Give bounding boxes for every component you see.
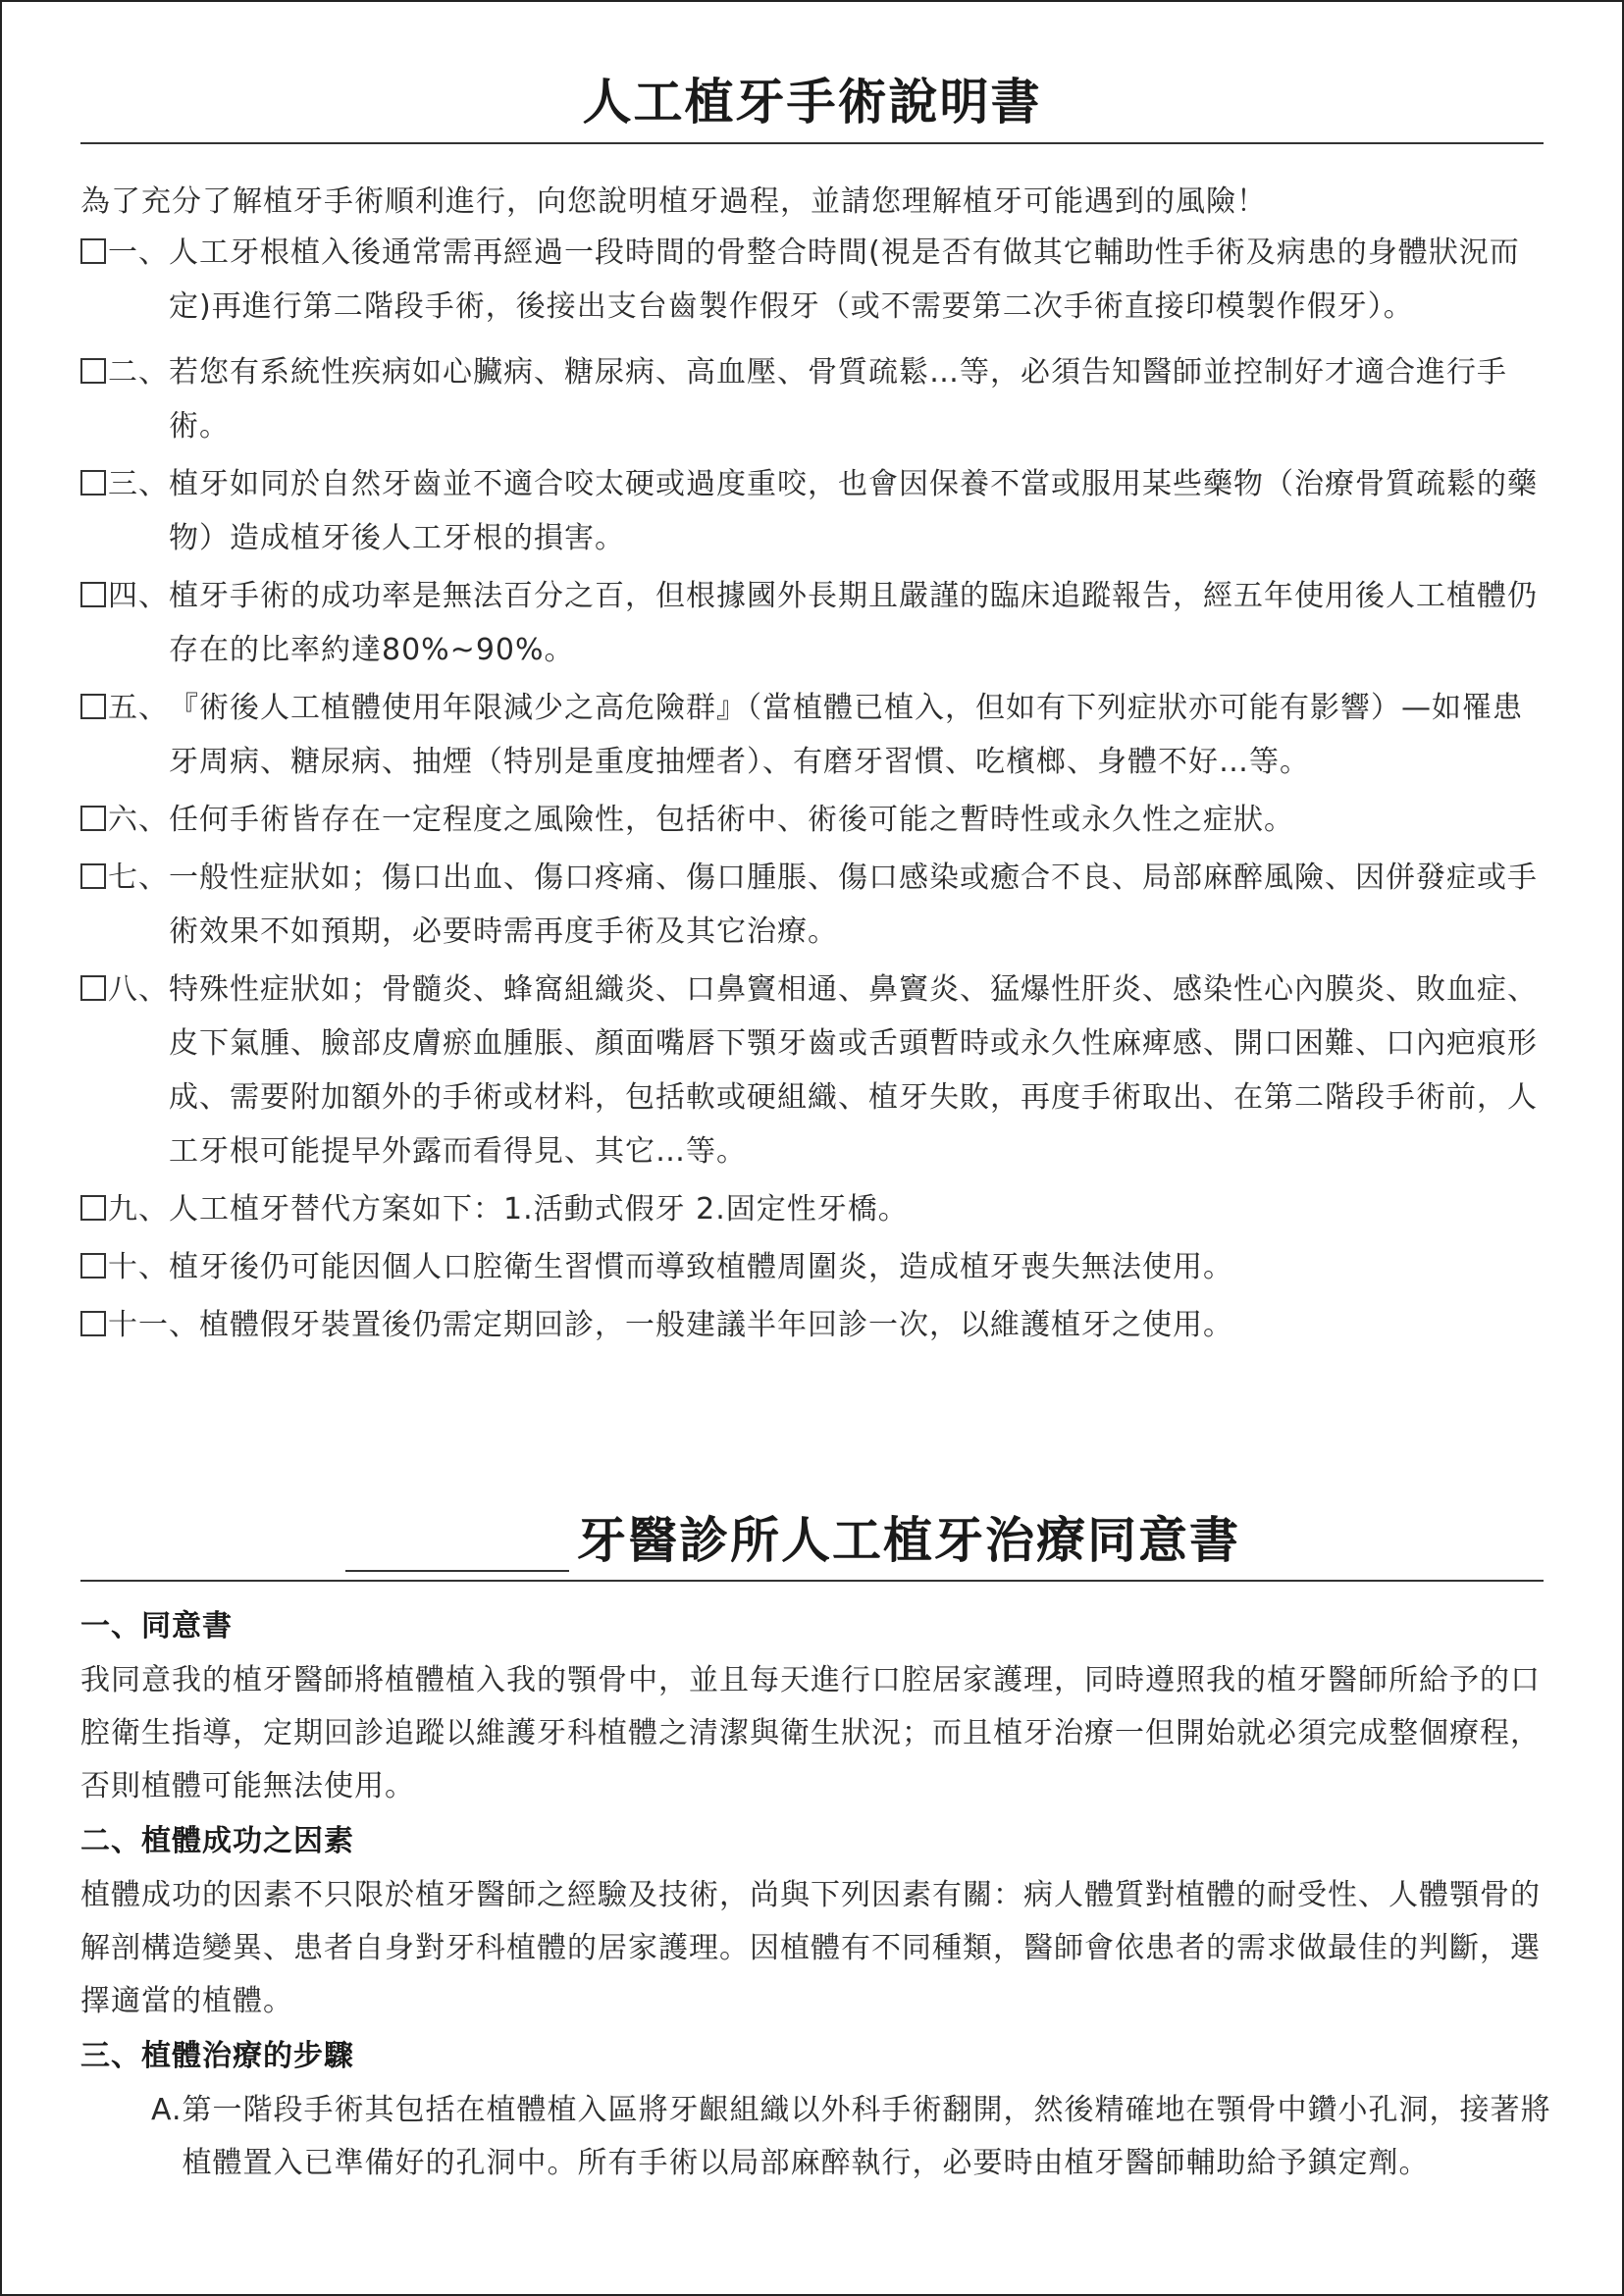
risk-item — [80, 1182, 1552, 1236]
step-label: A. — [151, 2093, 183, 2127]
checkbox[interactable] — [80, 975, 106, 1001]
item-text: 植牙如同於自然牙齒並不適合咬太硬或過度重咬，也會因保養不當或服用某些藥物（治療骨質疏鬆的藥物）造成植牙後人工牙根的損害。 — [169, 467, 1538, 555]
consent-section-3 — [80, 2037, 1552, 2190]
checkbox[interactable] — [80, 358, 106, 384]
item-text: 人工植牙替代方案如下：1.活動式假牙 2.固定性牙橋。 — [169, 1192, 909, 1226]
item-text: 任何手術皆存在一定程度之風險性，包括術中、術後可能之暫時性或永久性之症狀。 — [169, 803, 1294, 837]
step-item — [151, 2084, 1552, 2190]
checkbox[interactable] — [80, 863, 106, 889]
section-body: 植體成功的因素不只限於植牙醫師之經驗及技術，尚與下列因素有關：病人體質對植體的耐受性、人體顎骨的解剖構造變異、患者自身對牙科植體的居家護理。因植體有不同種類，醫師會依患者的需求做最佳的判斷，選擇適當的植體。 — [80, 1878, 1541, 2018]
checkbox[interactable] — [80, 238, 106, 264]
risk-item-list — [80, 226, 1552, 1356]
consent-title — [345, 1501, 1240, 1572]
section-body: 我同意我的植牙醫師將植體植入我的顎骨中，並且每天進行口腔居家護理，同時遵照我的植牙醫師所給予的口腔衛生指導，定期回診追蹤以維護牙科植體之清潔與衛生狀況；而且植牙治療一但開始就必須完成整個療程，否則植體可能無法使用。 — [80, 1663, 1541, 1803]
risk-item — [80, 963, 1552, 1178]
item-number: 六、 — [108, 803, 169, 837]
risk-item — [80, 851, 1552, 959]
risk-item — [80, 226, 1552, 334]
item-text: 一般性症狀如；傷口出血、傷口疼痛、傷口腫脹、傷口感染或癒合不良、局部麻醉風險、因併發症或手術效果不如預期，必要時需再度手術及其它治療。 — [169, 861, 1538, 949]
checkbox[interactable] — [80, 1253, 106, 1278]
risk-item — [80, 569, 1552, 677]
item-text: 『術後人工植體使用年限減少之高危險群』（當植體已植入，但如有下列症狀亦可能有影響）—如罹患牙周病、糖尿病、抽煙（特別是重度抽煙者）、有磨牙習慣、吃檳榔、身體不好…等。 — [169, 691, 1523, 779]
checkbox[interactable] — [80, 694, 106, 719]
risk-item — [80, 1240, 1552, 1294]
consent-title-text: 牙醫診所人工植牙治療同意書 — [577, 1512, 1240, 1569]
risk-item — [80, 457, 1552, 565]
item-number: 四、 — [108, 579, 169, 613]
consent-divider — [80, 1580, 1544, 1582]
item-number: 一、 — [108, 235, 169, 270]
risk-item — [80, 793, 1552, 847]
item-text: 若您有系統性疾病如心臟病、糖尿病、高血壓、骨質疏鬆…等，必須告知醫師並控制好才適合進行手術。 — [169, 355, 1507, 444]
item-number: 八、 — [108, 972, 169, 1007]
item-text: 植牙後仍可能因個人口腔衛生習慣而導致植體周圍炎，造成植牙喪失無法使用。 — [169, 1250, 1233, 1284]
section-heading: 二、植體成功之因素 — [80, 1824, 354, 1858]
consent-section-2 — [80, 1822, 1552, 2028]
item-number: 二、 — [108, 355, 169, 390]
section-heading: 一、同意書 — [80, 1609, 233, 1644]
risk-item — [80, 681, 1552, 789]
document-title: 人工植牙手術說明書 — [582, 74, 1042, 130]
consent-section-1 — [80, 1607, 1552, 1813]
checkbox[interactable] — [80, 582, 106, 607]
checkbox[interactable] — [80, 1195, 106, 1221]
item-text: 特殊性症狀如；骨髓炎、蜂窩組織炎、口鼻竇相通、鼻竇炎、猛爆性肝炎、感染性心內膜炎、敗血症、皮下氣腫、臉部皮膚瘀血腫脹、顏面嘴唇下顎牙齒或舌頭暫時或永久性麻痺感、開口困難、口內疤痕形成、需要附加額外的手術或材料，包括軟或硬組織、植牙失敗，再度手術取出、在第二階段手術前，人工牙根可能提早外露而看得見、其它…等。 — [169, 972, 1538, 1169]
item-text: 植體假牙裝置後仍需定期回診，一般建議半年回診一次，以維護植牙之使用。 — [199, 1308, 1233, 1342]
item-text: 植牙手術的成功率是無法百分之百，但根據國外長期且嚴謹的臨床追蹤報告，經五年使用後人工植體仍存在的比率約達80%~90%。 — [169, 579, 1538, 667]
clinic-name-blank[interactable] — [345, 1521, 569, 1572]
checkbox[interactable] — [80, 470, 106, 496]
item-text: 人工牙根植入後通常需再經過一段時間的骨整合時間(視是否有做其它輔助性手術及病患的身體狀況而定)再進行第二階段手術，後接出支台齒製作假牙（或不需要第二次手術直接印模製作假牙）。 — [169, 235, 1520, 324]
risk-item — [80, 1298, 1552, 1352]
item-number: 五、 — [108, 691, 169, 725]
section-heading: 三、植體治療的步驟 — [80, 2039, 354, 2073]
item-number: 九、 — [108, 1192, 169, 1226]
risk-item — [80, 345, 1552, 453]
checkbox[interactable] — [80, 1311, 106, 1336]
item-number: 十、 — [108, 1250, 169, 1284]
item-number: 三、 — [108, 467, 169, 501]
title-divider — [80, 142, 1544, 144]
item-number: 七、 — [108, 861, 169, 895]
intro-text: 為了充分了解植牙手術順利進行，向您說明植牙過程，並請您理解植牙可能遇到的風險！ — [80, 184, 1267, 219]
step-text: 第一階段手術其包括在植體植入區將牙齦組織以外科手術翻開，然後精確地在顎骨中鑽小孔洞，接著將植體置入已準備好的孔洞中。所有手術以局部麻醉執行，必要時由植牙醫師輔助給予鎮定劑。 — [182, 2093, 1551, 2180]
item-number: 十一、 — [108, 1308, 199, 1342]
checkbox[interactable] — [80, 806, 106, 831]
